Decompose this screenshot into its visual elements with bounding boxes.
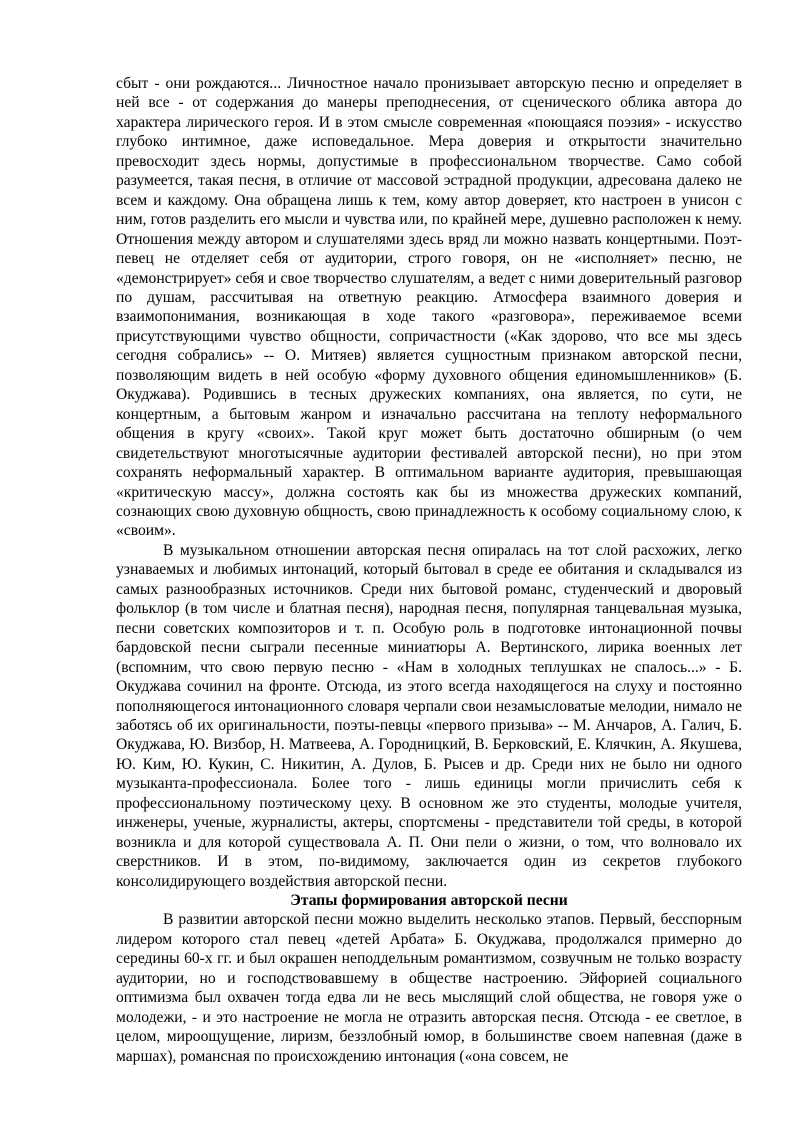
- body-paragraph-stages: В развитии авторской песни можно выделить несколько этапов. Первый, бесспорным лидером которого стал певец «детей Арбата» Б. Окуджава, продолжался примерно до середины 60-х гг. и был окрашен неподдельным романтизмом, созвучным не только возрасту аудитории, но и господствовавшему в обществе настроению. Эйфорией социального оптимизма был охвачен тогда едва ли не весь мыслящий слой общества, не говоря уже о молодежи, - и это настроение не могла не отразить авторская песня. Отсюда - ее светлое, в целом, мироощущение, лиризм, беззлобный юмор, в большинстве своем напевная (даже в маршах), романсная по происхождению интонация («она совсем, не: [116, 911, 742, 1065]
- body-paragraph-music: В музыкальном отношении авторская песня опиралась на тот слой расхожих, легко узнаваемых и любимых интонаций, который бытовал в среде ее обитания и складывался из самых разнообразных источников. Среди них бытовой романс, студенческий и дворовый фольклор (в том числе и блатная песня), народная песня, популярная танцевальная музыка, песни советских композиторов и т. п. Особую роль в подготовке интонационной почвы бардовской песни сыграли песенные миниатюры А. Вертинского, лирика военных лет (вспомним, что свою первую песню - «Нам в холодных теплушках не спалось...» - Б. Окуджава сочинил на фронте. Отсюда, из этого всегда находящегося на слуху и постоянно пополняющегося интонационного словаря черпали свои незамысловатые мелодии, нимало не заботясь об их оригинальности, поэты-певцы «первого призыва» -- М. Анчаров, А. Галич, Б. Окуджава, Ю. Визбор, Н. Матвеева, А. Городницкий, В. Берковский, Е. Клячкин, А. Якушева, Ю. Ким, Ю. Кукин, С. Никитин, А. Дулов, Б. Рысев и др. Среди них не было ни одного музыканта-профессионала. Более того - лишь единицы могли причислить себя к профессиональному поэтическому цеху. В основном же это студенты, молодые учителя, инженеры, ученые, журналисты, актеры, спортсмены - представители той среды, в которой возникла и для которой существовала А. П. Они пели о жизни, о том, что волновало их сверстников. И в этом, по-видимому, заключается один из секретов глубокого консолидирующего воздействия авторской песни.: [116, 541, 742, 890]
- section-heading: Этапы формирования авторской песни: [290, 892, 568, 910]
- document-page: [116, 74, 742, 1066]
- body-paragraph-continuation: сбыт - они рождаются... Личностное начало пронизывает авторскую песню и определяет в ней все - от содержания до манеры преподнесения, от сценического облика автора до характера лирического героя. И в этом смысле современная «поющаяся поэзия» - искусство глубоко интимное, даже исповедальное. Мера доверия и открытости значительно превосходит здесь нормы, допустимые в профессиональном творчестве. Само собой разумеется, такая песня, в отличие от массовой эстрадной продукции, адресована далеко не всем и каждому. Она обращена лишь к тем, кому автор доверяет, кто настроен в унисон с ним, готов разделить его мысли и чувства или, по крайней мере, душевно расположен к нему. Отношения между автором и слушателями здесь вряд ли можно назвать концертными. Поэт-певец не отделяет себя от аудитории, строго говоря, он не «исполняет» песню, не «демонстрирует» себя и свое творчество слушателям, а ведет с ними доверительный разговор по душам, рассчитывая на ответную реакцию. Атмосфера взаимного доверия и взаимопонимания, возникающая в ходе такого «разговора», переживаемое всеми присутствующими чувство общности, сопричастности («Как здорово, что все мы здесь сегодня собрались» -- О. Митяев) является сущностным признаком авторской песни, позволяющим видеть в ней особую «форму духовного общения единомышленников» (Б. Окуджава). Родившись в тесных дружеских компаниях, она является, по сути, не концертным, а бытовым жанром и изначально рассчитана на теплоту неформального общения в кругу «своих». Такой круг может быть достаточно обширным (о чем свидетельствуют многотысячные аудитории фестивалей авторской песни), но при этом сохранять неформальный характер. В оптимальном варианте аудитория, превышающая «критическую массу», должна состоять как бы из множества дружеских компаний, сознающих свою духовную общность, свою принадлежность к особому социальному слою, к «своим».: [116, 75, 742, 540]
